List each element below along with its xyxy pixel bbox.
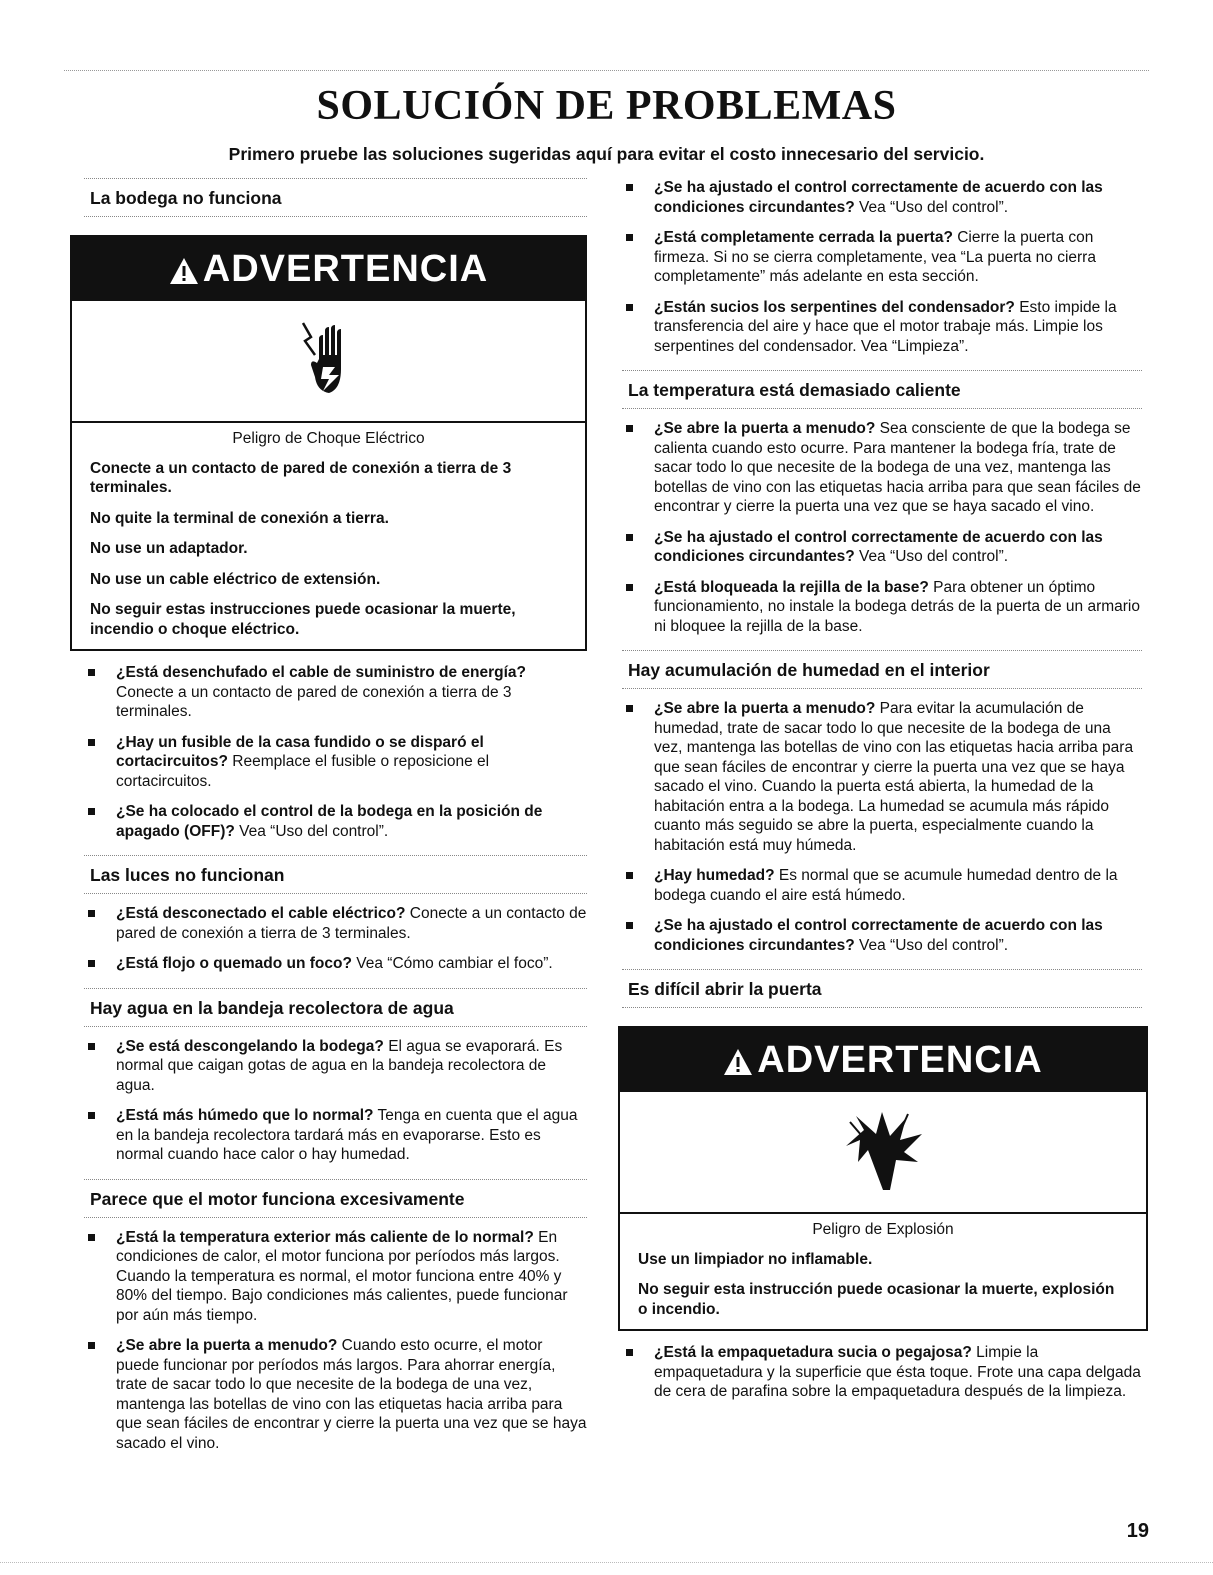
question: ¿Hay un fusible de la casa fundido o se disparó el cortacircuitos?	[116, 733, 484, 770]
warning-body	[72, 423, 585, 649]
warning-triangle-icon	[169, 256, 199, 286]
electric-shock-icon	[299, 319, 359, 403]
answer: Para obtener un óptimo funcionamiento, no instale la bodega detrás de la puerta de un armario ni bloquee la rejilla de la base.	[654, 578, 1140, 635]
list-item	[622, 699, 1142, 855]
warning-line: No seguir esta instrucción puede ocasionar la muerte, explosión o incendio.	[638, 1281, 1115, 1318]
warning-caption: Peligro de Explosión	[812, 1221, 954, 1238]
answer: Vea “Cómo cambiar el foco”.	[356, 955, 553, 972]
list-item	[84, 1037, 587, 1096]
list-item	[622, 1343, 1142, 1402]
question: ¿Se ha colocado el control de la bodega en la posición de apagado (OFF)?	[116, 803, 543, 840]
warning-icon-row	[620, 1092, 1146, 1214]
list-item	[622, 298, 1142, 357]
top-rule	[64, 70, 1149, 71]
list-item	[622, 528, 1142, 567]
question: ¿Se está descongelando la bodega?	[116, 1037, 384, 1055]
question: ¿Hay humedad?	[654, 867, 775, 884]
item-list	[84, 663, 587, 841]
list-item	[84, 733, 587, 792]
question: ¿Está desenchufado el cable de suministro de energía?	[116, 664, 527, 681]
item-list	[84, 1037, 587, 1165]
warning-body	[620, 1214, 1146, 1329]
answer: En condiciones de calor, el motor funciona por períodos más largos. Cuando la temperatura es normal, el motor funciona entre 40% y 80% del tiempo. Bajo condiciones más calientes, puede funcionar por aún más tiempo.	[116, 1228, 568, 1324]
answer: Es normal que se acumule humedad dentro de la bodega cuando el aire está húmedo.	[654, 867, 1118, 904]
question: ¿Se abre la puerta a menudo?	[654, 420, 876, 437]
warning-line: No quite la terminal de conexión a tierra.	[90, 509, 389, 527]
section-heading: Las luces no funcionan	[84, 855, 587, 894]
warning-line: Use un limpiador no inflamable.	[638, 1250, 873, 1268]
question: ¿Está más húmedo que lo normal?	[116, 1107, 374, 1124]
answer: Vea “Uso del control”.	[239, 822, 389, 840]
explosion-icon	[838, 1110, 928, 1194]
right-column	[622, 178, 1142, 1413]
answer: Cierre la puerta con firmeza. Si no se cierra completamente, vea “La puerta no cierra completamente” más adelante en esta sección.	[654, 229, 1096, 285]
item-list	[622, 419, 1142, 636]
warning-triangle-icon	[723, 1047, 753, 1077]
list-item	[84, 904, 587, 943]
question: ¿Se ha ajustado el control correctamente de acuerdo con las condiciones circundantes?	[654, 528, 1103, 565]
list-item	[622, 228, 1142, 287]
section-heading: La temperatura está demasiado caliente	[622, 370, 1142, 409]
answer: Para evitar la acumulación de humedad, trate de sacar todo lo que necesite de la bodega de una vez, mantenga las botellas de vino con las etiquetas hacia arriba para que sean fáciles de encontrar y cierre la puerta una vez que se haya sacado el vino. Cuando la puerta está abierta, la humedad de la habitación entra a la bodega. La humedad se acumula más rápido cuanto más seguido se abre la puerta, especialmente cuando la habitación está muy húmeda.	[654, 700, 1134, 854]
list-item	[622, 178, 1142, 217]
warning-title-text: ADVERTENCIA	[202, 248, 489, 290]
answer: Conecte a un contacto de pared de conexión a tierra de 3 terminales.	[116, 905, 587, 942]
question: ¿Está desconectado el cable eléctrico?	[116, 905, 406, 922]
answer: Vea “Uso del control”.	[859, 936, 1009, 954]
warning-title	[72, 237, 585, 301]
list-item	[622, 866, 1142, 905]
list-item	[84, 1336, 587, 1453]
warning-line: No use un cable eléctrico de extensión.	[90, 570, 381, 588]
warning-box-shock	[70, 235, 587, 651]
question: ¿Está bloqueada la rejilla de la base?	[654, 578, 929, 596]
list-item	[84, 663, 587, 722]
answer: Limpie la empaquetadura y la superficie que ésta toque. Frote una capa delgada de cera de parafina sobre la empaquetadura después de la limpieza.	[654, 1344, 1141, 1400]
question: ¿Se ha ajustado el control correctamente de acuerdo con las condiciones circundantes?	[654, 917, 1103, 954]
list-item	[84, 1228, 587, 1326]
left-column	[84, 178, 587, 1464]
answer: Vea “Uso del control”.	[859, 548, 1009, 565]
section-heading: Es difícil abrir la puerta	[622, 969, 1142, 1008]
question: ¿Está completamente cerrada la puerta?	[654, 229, 953, 246]
warning-box-explosion	[618, 1026, 1148, 1331]
question: ¿Se ha ajustado el control correctamente de acuerdo con las condiciones circundantes?	[654, 179, 1103, 216]
question: ¿Está flojo o quemado un foco?	[116, 955, 352, 972]
answer: Cuando esto ocurre, el motor puede funcionar por períodos más largos. Para ahorrar energía, trate de sacar todo lo que necesite de la bodega de una vez, mantenga las botellas de vino con las etiquetas hacia arriba para que sean fáciles de encontrar y cierre la puerta una vez que se haya sacado el vino.	[116, 1337, 587, 1452]
answer: Vea “Uso del control”.	[859, 198, 1009, 216]
warning-title	[620, 1028, 1146, 1092]
list-item	[622, 578, 1142, 637]
section-heading: Hay acumulación de humedad en el interior	[622, 650, 1142, 689]
warning-caption: Peligro de Choque Eléctrico	[232, 430, 425, 447]
answer: Conecte a un contacto de pared de conexión a tierra de 3 terminales.	[116, 683, 512, 720]
list-item	[84, 1106, 587, 1165]
answer: Sea consciente de que la bodega se calienta cuando esto ocurre. Para mantener la bodega fría, trate de sacar todo lo que necesite de la bodega de una vez, mantenga las botellas de vino con las etiquetas hacia arriba para que sean fáciles de encontrar y cierre la puerta una vez que se haya sacado el vino.	[654, 420, 1141, 515]
section-heading: Parece que el motor funciona excesivamente	[84, 1179, 587, 1218]
section-heading: Hay agua en la bandeja recolectora de agua	[84, 988, 587, 1027]
item-list	[622, 178, 1142, 356]
list-item	[622, 916, 1142, 955]
answer: El agua se evaporará. Es normal que caigan gotas de agua en la bandeja recolectora de agua.	[116, 1037, 563, 1094]
question: ¿Está la temperatura exterior más caliente de lo normal?	[116, 1228, 534, 1246]
answer: Esto impide la transferencia del aire y hace que el motor trabaje más. Limpie los serpentines del condensador. Vea “Limpieza”.	[654, 298, 1117, 355]
answer: Reemplace el fusible o reposicione el cortacircuitos.	[116, 753, 490, 790]
question: ¿Están sucios los serpentines del condensador?	[654, 298, 1015, 316]
page-number: 19	[1126, 1520, 1149, 1542]
warning-icon-row	[72, 301, 585, 423]
list-item	[84, 954, 587, 974]
warning-line: No use un adaptador.	[90, 540, 248, 557]
item-list	[622, 1343, 1142, 1402]
bottom-rule	[0, 1562, 1213, 1563]
question: ¿Se abre la puerta a menudo?	[654, 700, 876, 717]
page-subtitle: Primero pruebe las soluciones sugeridas aquí para evitar el costo innecesario del servicio.	[228, 144, 985, 164]
list-item	[622, 419, 1142, 517]
warning-line: No seguir estas instrucciones puede ocasionar la muerte, incendio o choque eléctrico.	[90, 601, 516, 638]
list-item	[84, 802, 587, 841]
warning-line: Conecte a un contacto de pared de conexión a tierra de 3 terminales.	[90, 459, 512, 496]
item-list	[622, 699, 1142, 955]
question: ¿Está la empaquetadura sucia o pegajosa?	[654, 1344, 972, 1361]
warning-title-text: ADVERTENCIA	[757, 1039, 1043, 1081]
item-list	[84, 1228, 587, 1454]
item-list	[84, 904, 587, 974]
answer: Tenga en cuenta que el agua en la bandeja recolectora tardará más en evaporarse. Esto es normal cuando hace calor o hay humedad.	[116, 1107, 578, 1163]
page-title: SOLUCIÓN DE PROBLEMAS	[316, 83, 897, 129]
section-heading: La bodega no funciona	[84, 178, 587, 217]
question: ¿Se abre la puerta a menudo?	[116, 1337, 338, 1354]
